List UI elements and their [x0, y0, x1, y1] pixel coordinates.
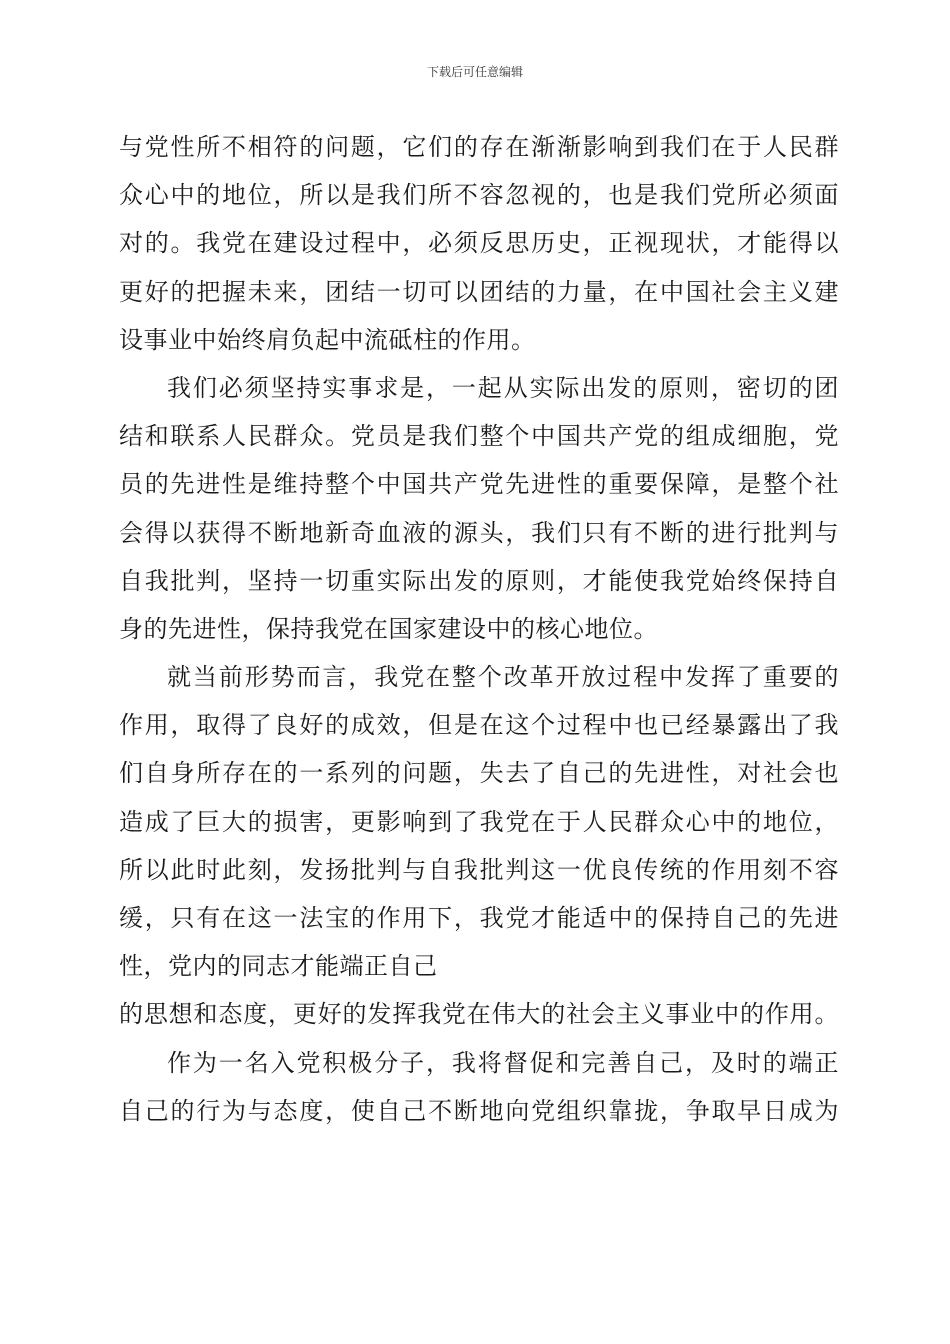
text-line: 自我批判，坚持一切重实际出发的原则，才能使我党始终保持自: [119, 566, 839, 595]
text-line: 会得以获得不断地新奇血液的源头，我们只有不断的进行批判与: [119, 518, 839, 547]
text-line: 身的先进性，保持我党在国家建设中的核心地位。: [119, 614, 658, 643]
text-line: 自己的行为与态度，使自己不断地向党组织靠拢，争取早日成为: [119, 1096, 839, 1125]
text-line: 员的先进性是维持整个中国共产党先进性的重要保障，是整个社: [119, 470, 839, 499]
paragraph-first-line: 作为一名入党积极分子，我将督促和完善自己，及时的端正: [167, 1048, 839, 1077]
text-line: 众心中的地位，所以是我们所不容忽视的，也是我们党所必须面: [119, 181, 839, 210]
text-line: 对的。我党在建设过程中，必须反思历史，正视现状，才能得以: [119, 229, 839, 258]
page-header: 下载后可任意编辑: [426, 65, 523, 79]
body-text: [119, 123, 839, 1135]
text-line: 的思想和态度，更好的发挥我党在伟大的社会主义事业中的作用。: [119, 1000, 839, 1029]
text-line: 与党性所不相符的问题，它们的存在渐渐影响到我们在于人民群: [119, 133, 839, 161]
text-line: 造成了巨大的损害，更影响到了我党在于人民群众心中的地位，: [119, 807, 839, 836]
text-line: 结和联系人民群众。党员是我们整个中国共产党的组成细胞，党: [119, 422, 839, 451]
text-line: 作用，取得了良好的成效，但是在这个过程中也已经暴露出了我: [119, 711, 839, 740]
text-line: 们自身所存在的一系列的问题，失去了自己的先进性，对社会也: [119, 759, 839, 788]
text-line: 性，党内的同志才能端正自己: [119, 952, 438, 981]
text-line: 更好的把握未来，团结一切可以团结的力量，在中国社会主义建: [119, 277, 839, 306]
text-line: 设事业中始终肩负起中流砥柱的作用。: [119, 325, 536, 354]
paragraph-first-line: 就当前形势而言，我党在整个改革开放过程中发挥了重要的: [167, 663, 839, 692]
text-line: 缓，只有在这一法宝的作用下，我党才能适中的保持自己的先进: [119, 904, 839, 932]
text-line: 所以此时此刻，发扬批判与自我批判这一优良传统的作用刻不容: [119, 855, 839, 884]
paragraph-first-line: 我们必须坚持实事求是，一起从实际出发的原则，密切的团: [167, 373, 839, 402]
